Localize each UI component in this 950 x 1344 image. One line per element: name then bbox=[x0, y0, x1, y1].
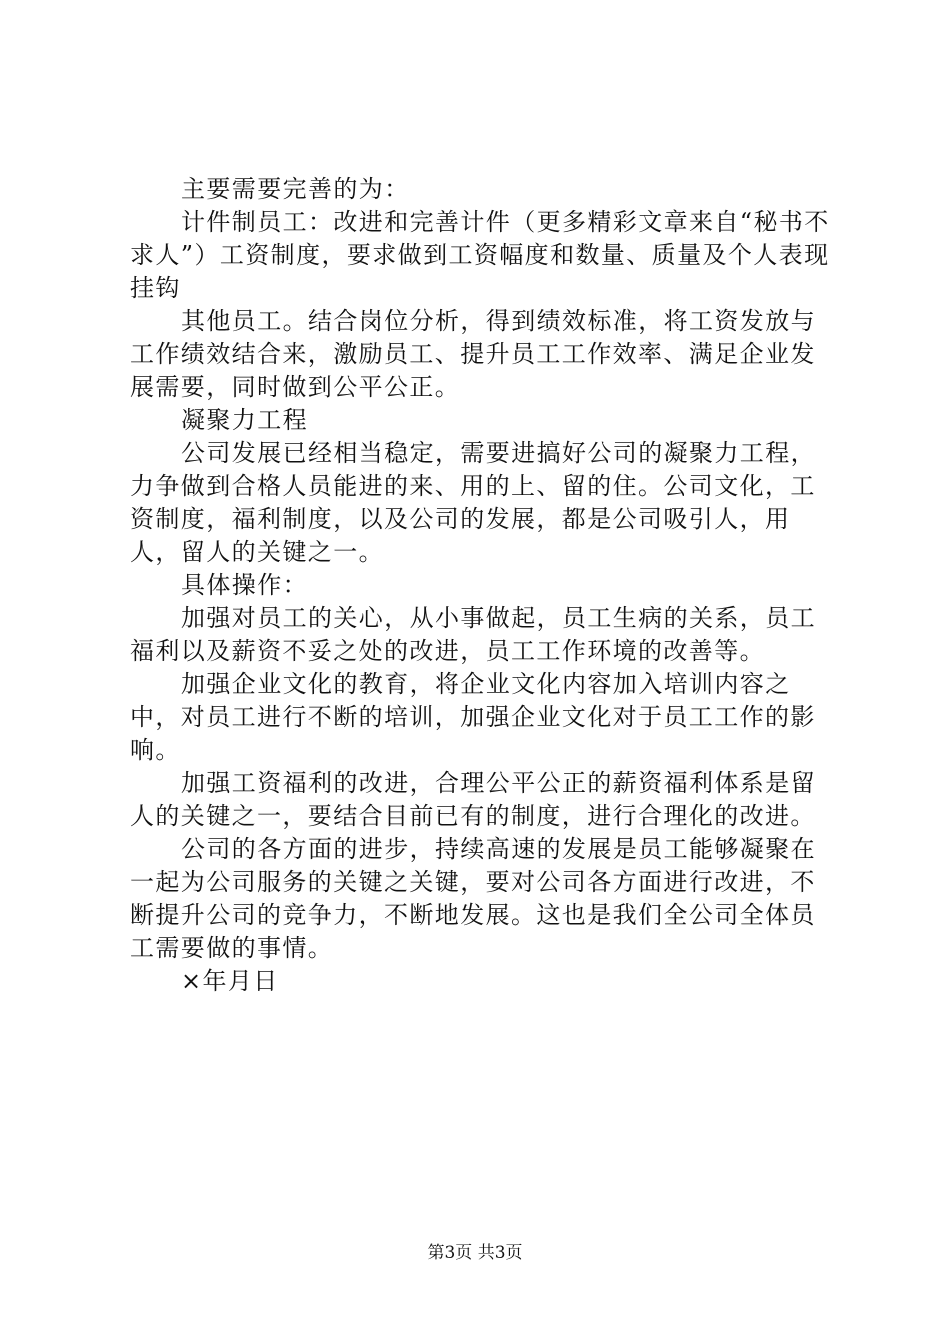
paragraph-progress: 公司的各方面的进步，持续高速的发展是员工能够凝聚在一起为公司服务的关键之关键，要对公司各方面进行改进，不断提升公司的竞争力，不断地发展。这也是我们全公司全体员工需要做的事情。 bbox=[130, 835, 816, 962]
date-line: ×年月日 bbox=[181, 967, 279, 995]
paragraph-intro: 主要需要完善的为： bbox=[181, 175, 410, 203]
document-body bbox=[130, 173, 835, 998]
section-heading-operations: 具体操作： bbox=[181, 571, 308, 599]
paragraph-care: 加强对员工的关心，从小事做起，员工生病的关系，员工福利以及薪资不妥之处的改进，员工工作环境的改善等。 bbox=[130, 604, 816, 665]
paragraph-piecework-staff: 计件制员工：改进和完善计件（更多精彩文章来自“秘书不求人”）工资制度，要求做到工资幅度和数量、质量及个人表现挂钩 bbox=[130, 208, 830, 302]
paragraph-welfare: 加强工资福利的改进，合理公平公正的薪资福利体系是留人的关键之一，要结合目前已有的制度，进行合理化的改进。 bbox=[130, 769, 816, 830]
paragraph-cohesion: 公司发展已经相当稳定，需要进搞好公司的凝聚力工程，力争做到合格人员能进的来、用的上、留的住。公司文化，工资制度，福利制度，以及公司的发展，都是公司吸引人，用人，留人的关键之一。 bbox=[130, 439, 816, 566]
section-heading-cohesion: 凝聚力工程 bbox=[181, 406, 308, 434]
paragraph-other-staff: 其他员工。结合岗位分析，得到绩效标准，将工资发放与工作绩效结合来，激励员工、提升员工工作效率、满足企业发展需要，同时做到公平公正。 bbox=[130, 307, 816, 401]
page-footer: 第3页 共3页 bbox=[427, 1243, 523, 1263]
paragraph-culture: 加强企业文化的教育，将企业文化内容加入培训内容之中，对员工进行不断的培训，加强企业文化对于员工工作的影响。 bbox=[130, 670, 816, 764]
